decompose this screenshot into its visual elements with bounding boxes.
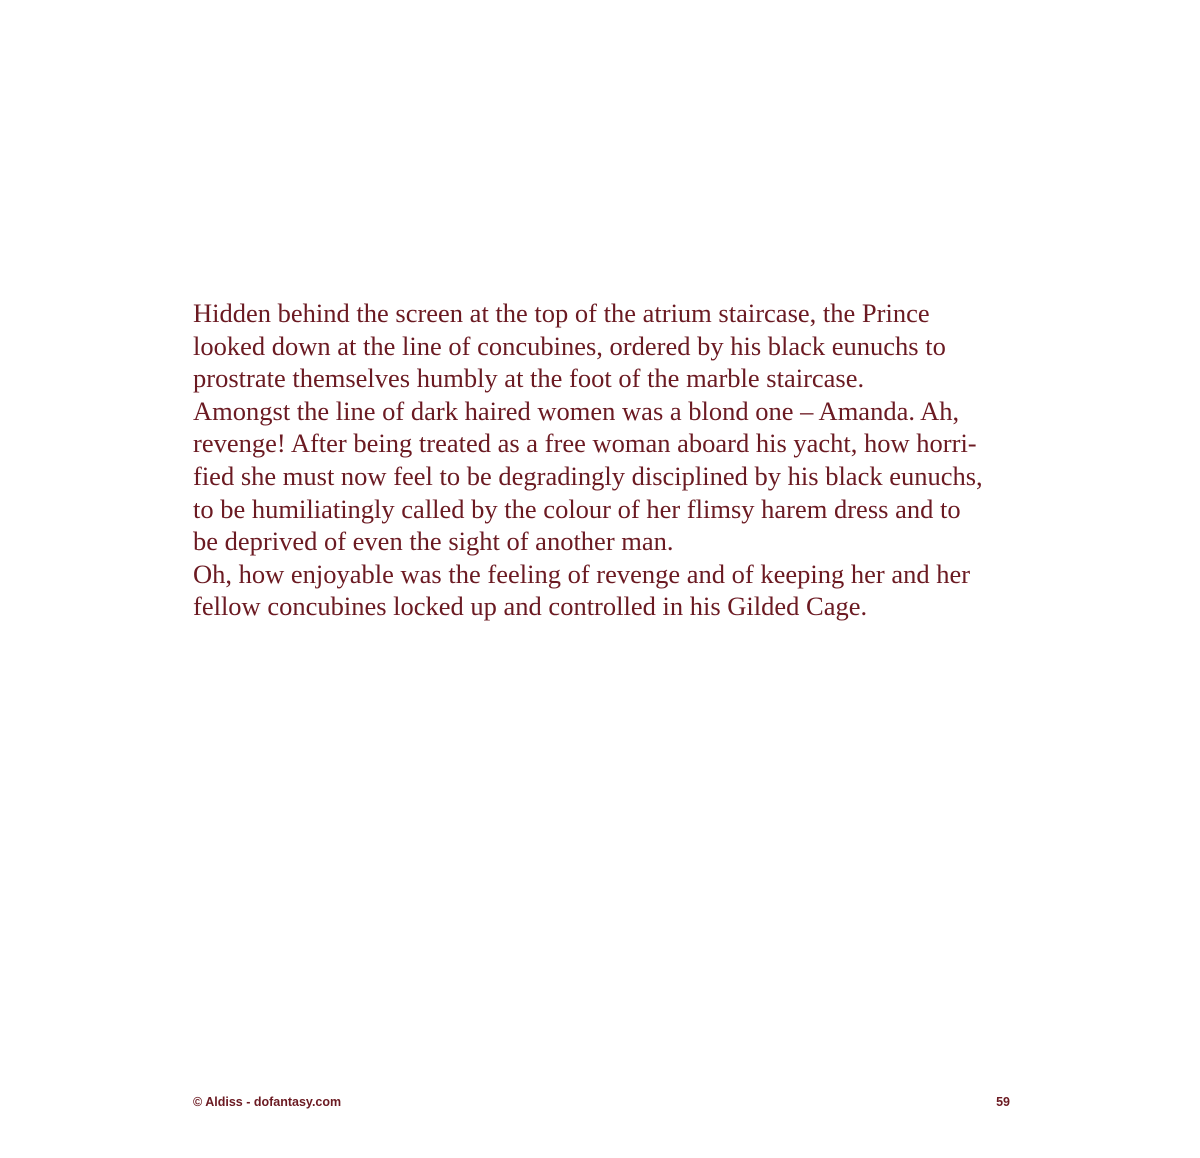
- text-line: revenge! After being treated as a free woman aboard his yacht, how horri-: [193, 428, 977, 459]
- text-line: fied she must now feel to be degradingly disciplined by his black eunuchs,: [193, 460, 983, 491]
- text-line: prostrate themselves humbly at the foot of the marble staircase.: [193, 363, 865, 394]
- text-line: to be humiliatingly called by the colour of her flimsy harem dress and to: [193, 493, 961, 524]
- text-line: looked down at the line of concubines, ordered by his black eunuchs to: [193, 330, 946, 361]
- text-line: Hidden behind the screen at the top of the atrium staircase, the Prince: [193, 298, 930, 328]
- copyright-footer: © Aldiss - dofantasy.com: [193, 1095, 342, 1109]
- text-line: fellow concubines locked up and controlled in his Gilded Cage.: [193, 591, 868, 622]
- text-line: be deprived of even the sight of another man.: [193, 526, 674, 557]
- text-line: Amongst the line of dark haired women was a blond one – Amanda. Ah,: [193, 395, 960, 426]
- text-line: Oh, how enjoyable was the feeling of revenge and of keeping her and her: [193, 558, 971, 589]
- story-text: [193, 297, 1023, 623]
- page-number: 59: [996, 1095, 1010, 1109]
